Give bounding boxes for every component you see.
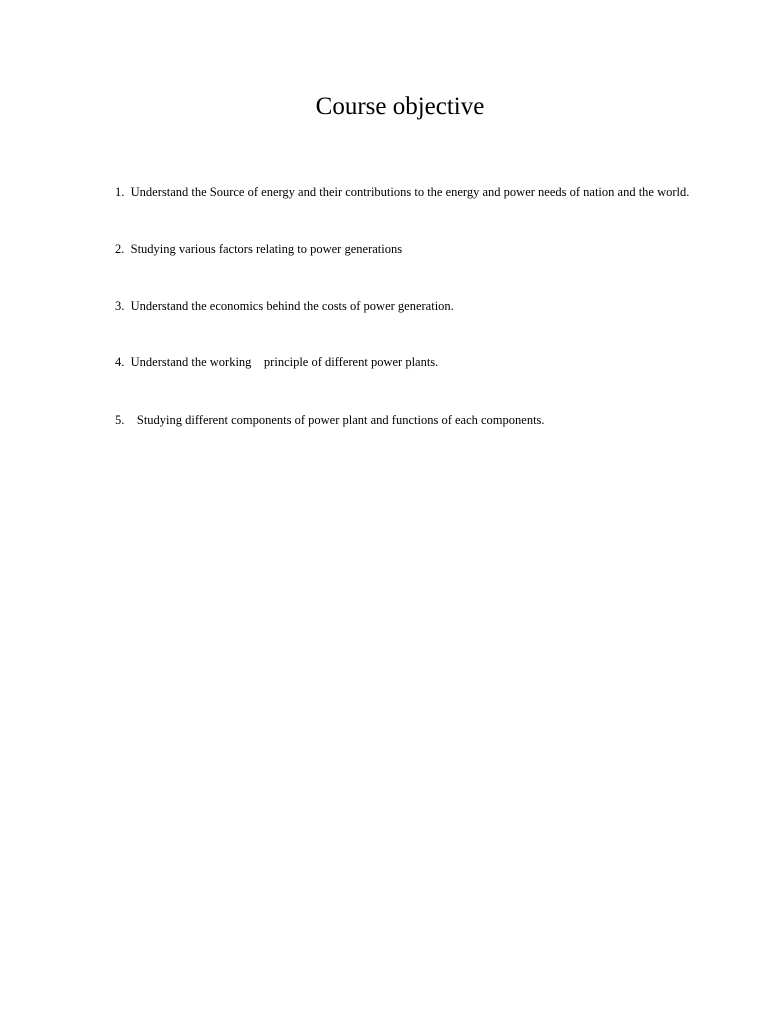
objective-number: 1. (115, 185, 131, 199)
objective-text: Studying various factors relating to power generations (130, 242, 403, 256)
objective-text: Understand the Source of energy and their contributions to the energy and power needs of nation and the world. (130, 185, 690, 199)
list-item-objective-2 (115, 240, 695, 259)
objective-text: Understand the economics behind the costs of power generation. (130, 299, 454, 313)
objective-number: 3. (115, 299, 131, 313)
list-item-objective-5 (115, 411, 695, 430)
objective-number: 5. (115, 413, 137, 427)
list-item-objective-1 (115, 183, 695, 202)
objective-number: 2. (115, 242, 131, 256)
objective-text: Studying different components of power plant and functions of each components. (136, 413, 545, 427)
list-item-objective-3 (115, 297, 695, 316)
page-title: Course objective (315, 93, 485, 120)
objective-text: Understand the working principle of different power plants. (130, 355, 439, 369)
objective-number: 4. (115, 355, 131, 369)
list-item-objective-4 (115, 353, 695, 372)
